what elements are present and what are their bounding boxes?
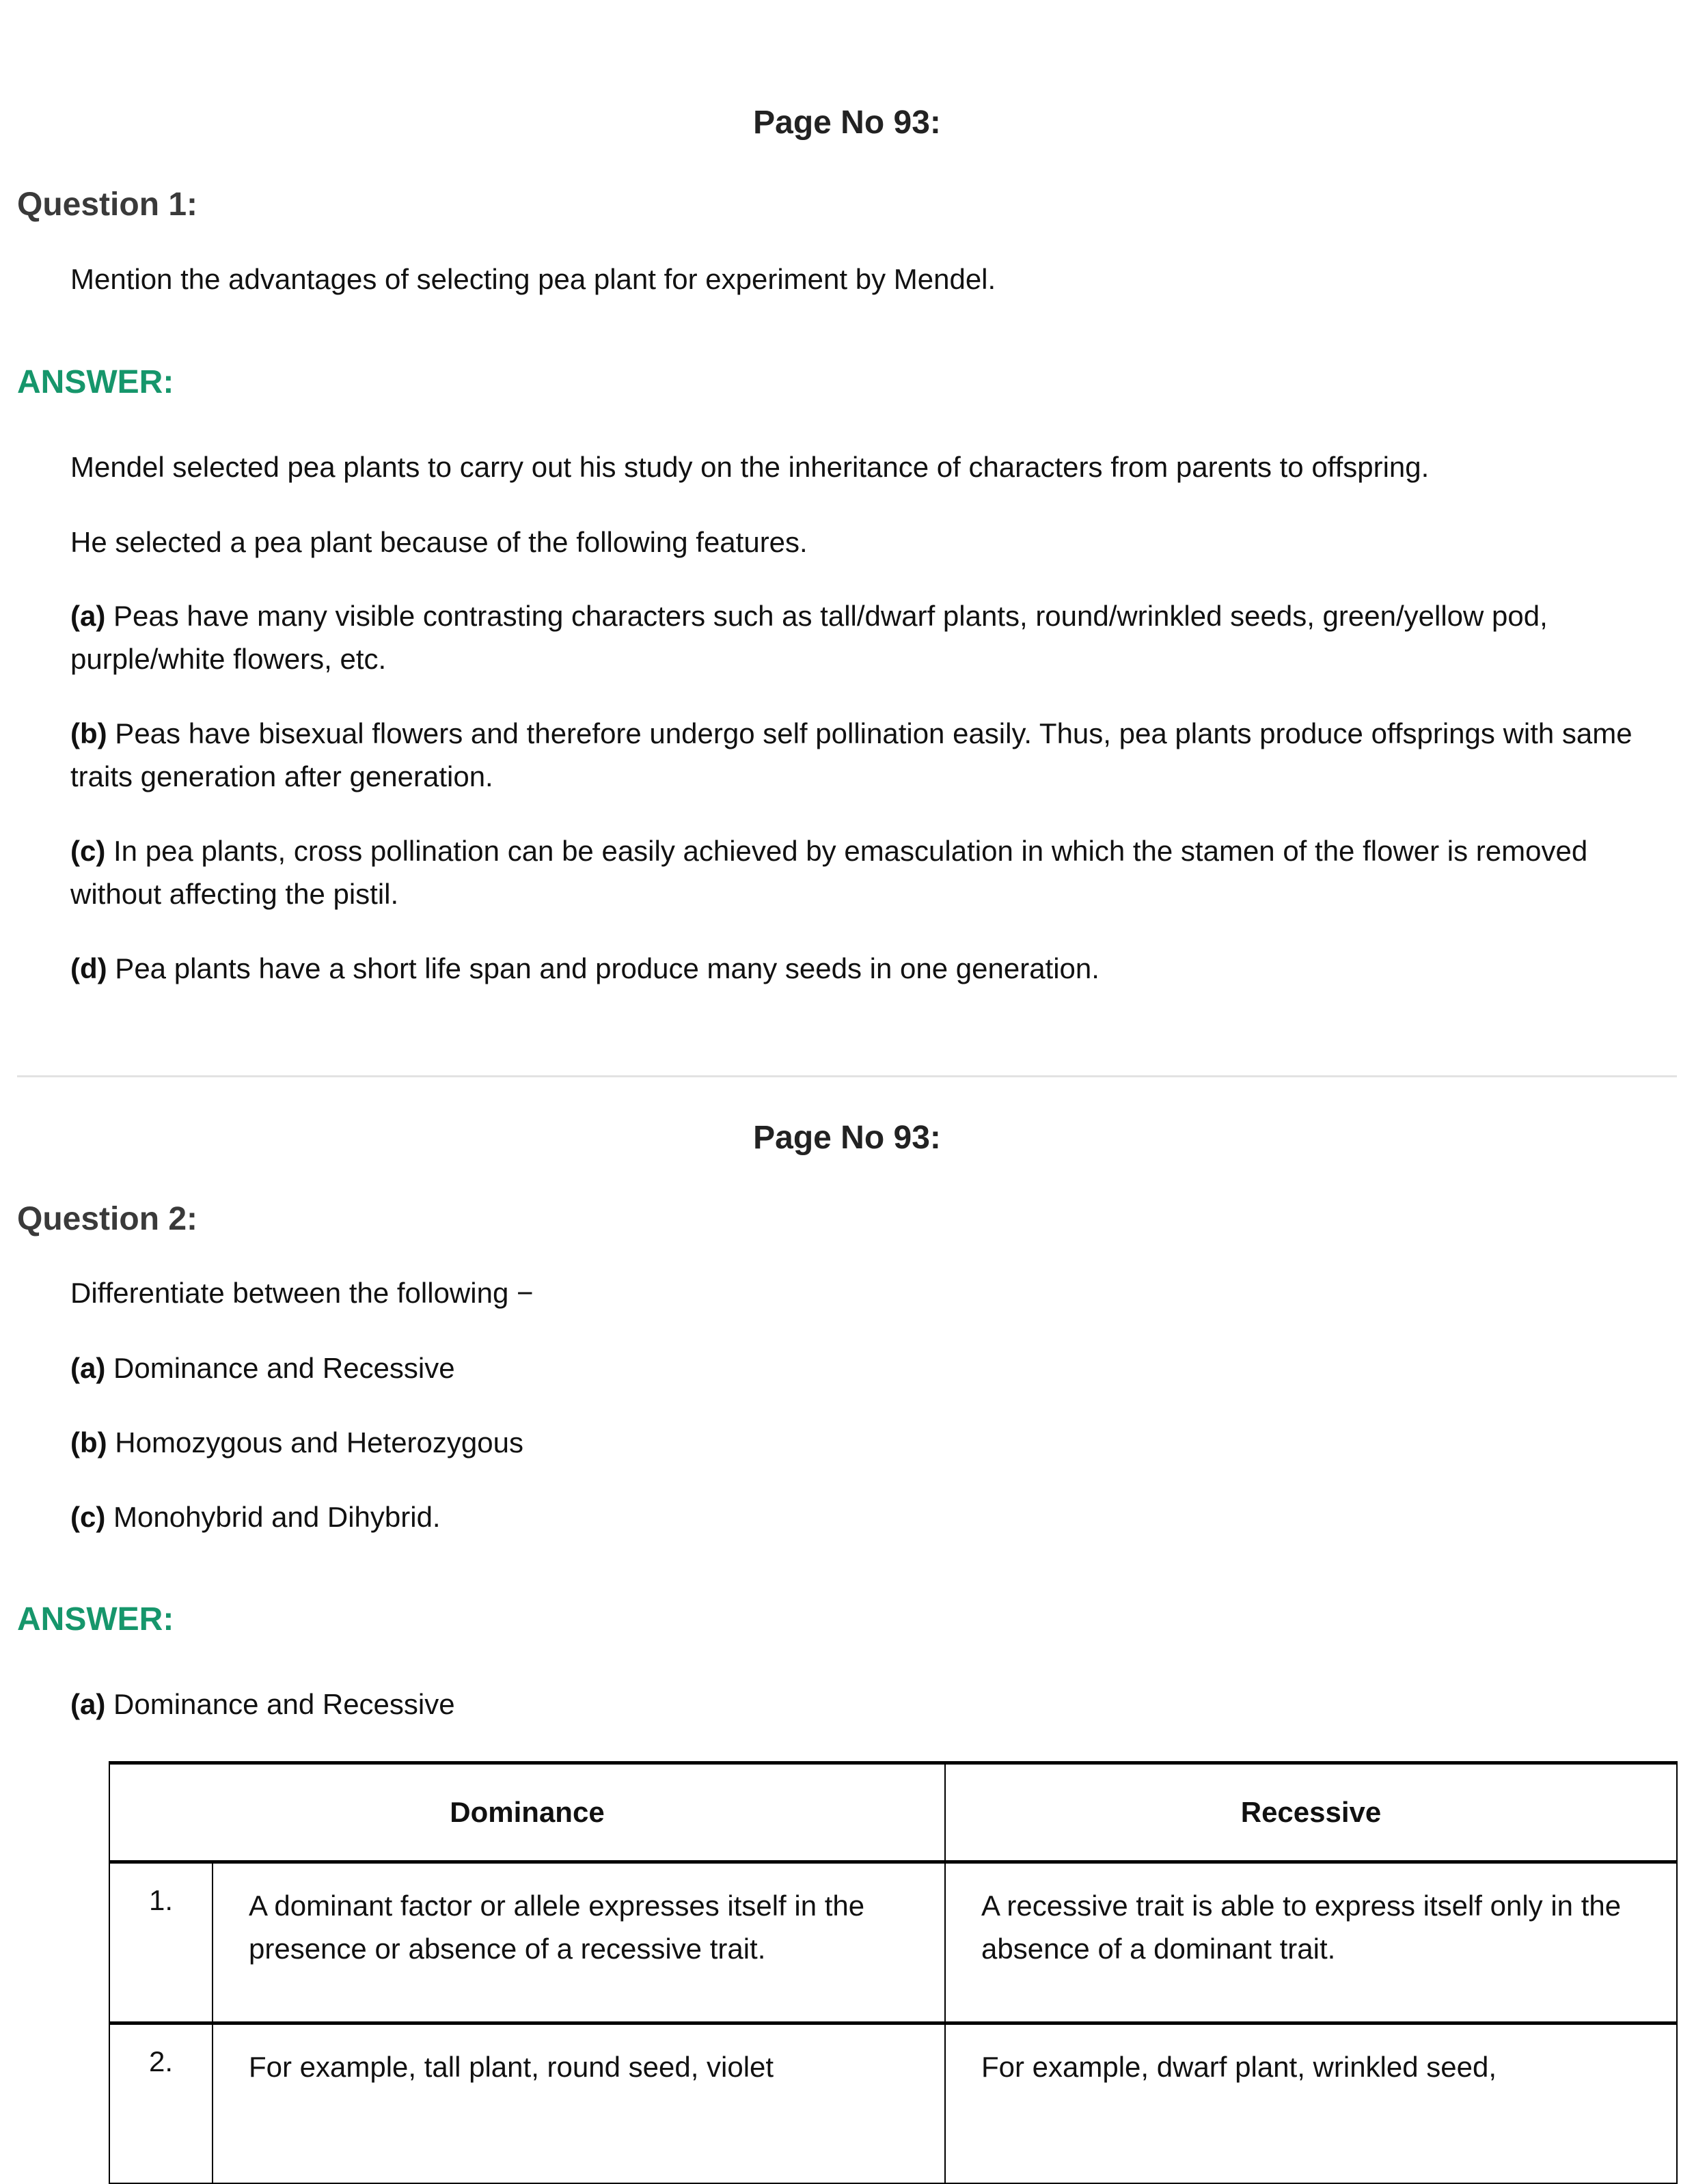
answer-2-subheading bbox=[70, 1683, 455, 1726]
part-marker: (a) bbox=[70, 1352, 106, 1384]
part-marker: (c) bbox=[70, 1501, 106, 1533]
section-divider bbox=[17, 1075, 1677, 1077]
answer-paragraph: Mendel selected pea plants to carry out his study on the inheritance of characters from parents to offspring. bbox=[70, 451, 1430, 483]
page-number-heading: Page No 93: bbox=[753, 105, 941, 141]
page-number-heading: Page No 93: bbox=[753, 1120, 941, 1156]
row-number: 1. bbox=[109, 1862, 213, 2023]
dominance-cell: A dominant factor or allele expresses itself in the presence or absence of a recessive trait. bbox=[213, 1862, 945, 2023]
part-text: Monohybrid and Dihybrid. bbox=[105, 1501, 441, 1533]
question-2-part-a bbox=[70, 1346, 455, 1390]
answer-point-b bbox=[70, 712, 1669, 798]
point-text: In pea plants, cross pollination can be easily achieved by emasculation in which the stamen of the flower is removed without affecting the pistil. bbox=[70, 835, 1588, 910]
header-dominance: Dominance bbox=[109, 1763, 945, 1862]
table-header-row bbox=[109, 1763, 1677, 1862]
row-number: 2. bbox=[109, 2023, 213, 2184]
question-2-part-b bbox=[70, 1421, 523, 1464]
answer-point-d bbox=[70, 947, 1669, 990]
recessive-cell: For example, dwarf plant, wrinkled seed, bbox=[945, 2023, 1677, 2184]
table-row bbox=[109, 1862, 1677, 2023]
point-marker: (a) bbox=[70, 600, 106, 632]
answer-point-a bbox=[70, 594, 1669, 680]
answer-1-label: ANSWER: bbox=[17, 364, 174, 400]
part-text: Dominance and Recessive bbox=[105, 1352, 455, 1384]
part-marker: (b) bbox=[70, 1426, 107, 1459]
question-1-label: Question 1: bbox=[17, 186, 198, 223]
point-text: Pea plants have a short life span and produce many seeds in one generation. bbox=[107, 952, 1099, 984]
header-recessive: Recessive bbox=[945, 1763, 1677, 1862]
question-2-text: Differentiate between the following − bbox=[70, 1277, 534, 1309]
dominance-cell: For example, tall plant, round seed, violet bbox=[213, 2023, 945, 2184]
table-row bbox=[109, 2023, 1677, 2184]
question-2-part-c bbox=[70, 1495, 441, 1538]
sub-text: Dominance and Recessive bbox=[105, 1688, 455, 1720]
point-marker: (b) bbox=[70, 717, 107, 749]
answer-paragraph: He selected a pea plant because of the following features. bbox=[70, 526, 808, 558]
sub-marker: (a) bbox=[70, 1688, 106, 1720]
point-text: Peas have bisexual flowers and therefore undergo self pollination easily. Thus, pea plants produce offsprings with same traits generation after generation. bbox=[70, 717, 1632, 792]
answer-2-label: ANSWER: bbox=[17, 1601, 174, 1637]
answer-point-c bbox=[70, 829, 1669, 915]
question-1-text: Mention the advantages of selecting pea plant for experiment by Mendel. bbox=[70, 263, 996, 295]
comparison-table bbox=[109, 1761, 1678, 2184]
point-marker: (c) bbox=[70, 835, 106, 867]
point-marker: (d) bbox=[70, 952, 107, 984]
point-text: Peas have many visible contrasting characters such as tall/dwarf plants, round/wrinkled seeds, green/yellow pod, purple/white flowers, etc. bbox=[70, 600, 1548, 675]
question-2-label: Question 2: bbox=[17, 1201, 198, 1237]
recessive-cell: A recessive trait is able to express itself only in the absence of a dominant trait. bbox=[945, 1862, 1677, 2023]
part-text: Homozygous and Heterozygous bbox=[107, 1426, 523, 1459]
